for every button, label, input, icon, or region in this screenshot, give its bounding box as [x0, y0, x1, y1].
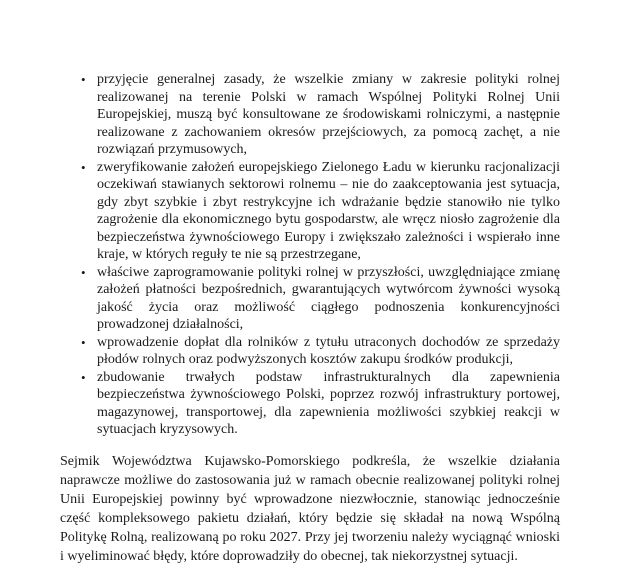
list-item — [60, 369, 560, 439]
list-item-text: zweryfikowanie założeń europejskiego Zielonego Ładu w kierunku racjonalizacji oczekiwań stawianych sektorowi rolnemu – nie do zaakceptowania jest sytuacja, gdy zbyt szybkie i zbyt restrykcyjne ich wdrażanie będzie stanowiło nie tylko zagrożenie dla ekonomicznego bytu gospodarstw, ale wręcz niosło zagrożenie dla bezpieczeństwa żywnościowego Europy i zwiększało zależności i wspierało inne kraje, w których reguły te nie są przestrzegane, — [97, 159, 560, 262]
list-item-text: zbudowanie trwałych podstaw infrastrukturalnych dla zapewnienia bezpieczeństwa żywnościowego Polski, poprzez rozwój infrastruktury portowej, magazynowej, transportowej, dla zapewnienia możliwości szybkiej reakcji w sytuacjach kryzysowych. — [97, 369, 560, 437]
bullet-icon: • — [81, 264, 86, 280]
bullet-list — [60, 71, 560, 439]
bullet-icon: • — [81, 72, 86, 87]
bullet-icon: • — [81, 334, 86, 350]
list-item — [60, 159, 560, 264]
bullet-icon: • — [81, 369, 86, 385]
bullet-icon: • — [81, 159, 86, 175]
list-item-text: właściwe zaprogramowanie polityki rolnej w przyszłości, uwzględniające zmianę założeń płatności bezpośrednich, gwarantujących wytwórcom żywności wysoką jakość życia oraz możliwość ciągłego podnoszenia konkurencyjności prowadzonej działalności, — [97, 264, 560, 332]
list-item — [60, 264, 560, 334]
list-item-text: przyjęcie generalnej zasady, że wszelkie zmiany w zakresie polityki rolnej realizowanej na terenie Polski w ramach Wspólnej Polityki Rolnej Unii Europejskiej, muszą być konsultowane ze środowiskami rolniczymi, a następnie realizowane z zachowaniem okresów przejściowych, za pomocą zachęt, a nie rozwiązań przymusowych, — [97, 72, 560, 157]
closing-paragraph: Sejmik Województwa Kujawsko-Pomorskiego podkreśla, że wszelkie działania naprawcze możliwe do zastosowania już w ramach obecnie realizowanej polityki rolnej Unii Europejskiej powinny być wprowadzone niezwłocznie, stanowiąc jednocześnie część kompleksowego pakietu działań, który będzie się składał na nową Wspólną Politykę Rolną, realizowaną po roku 2027. Przy jej tworzeniu należy wyciągnąć wnioski i wyeliminować błędy, które doprowadziły do obecnej, tak niekorzystnej sytuacji. — [60, 453, 560, 564]
list-item-text: wprowadzenie dopłat dla rolników z tytułu utraconych dochodów ze sprzedaży płodów rolnych oraz podwyższonych kosztów zakupu środków produkcji, — [97, 334, 560, 367]
list-item — [60, 71, 560, 159]
list-item — [60, 334, 560, 369]
document-body — [60, 71, 560, 566]
